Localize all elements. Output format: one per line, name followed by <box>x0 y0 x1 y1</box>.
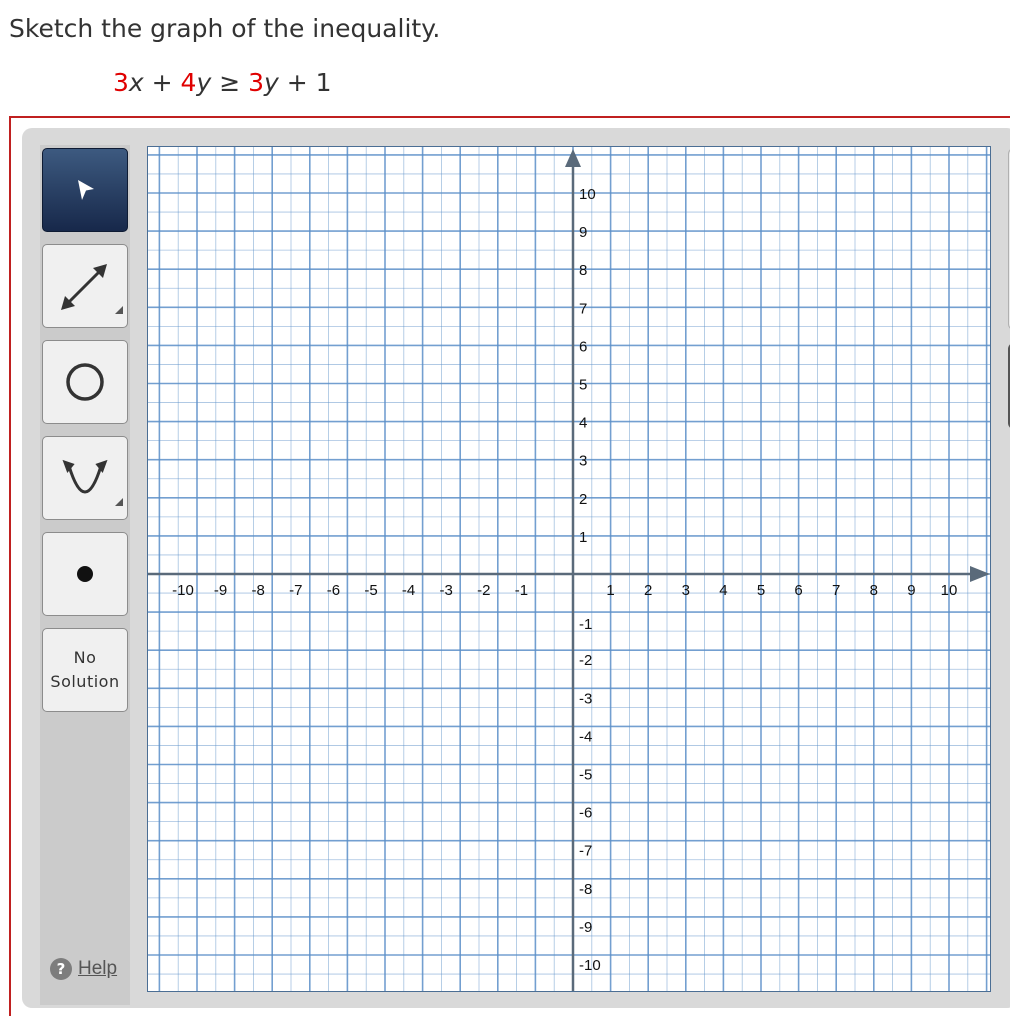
x-tick-label: -7 <box>289 582 303 599</box>
x-tick-label: -4 <box>401 582 416 599</box>
point-tool-button[interactable] <box>42 532 128 616</box>
y-tick-label: -6 <box>579 804 593 822</box>
circle-tool-icon <box>55 352 115 412</box>
help-question-icon: ? <box>50 958 72 980</box>
x-tick-label: -9 <box>213 582 228 599</box>
x-tick-label: -8 <box>251 582 265 599</box>
y-tick-label: 2 <box>579 490 588 508</box>
y-tick-label: -9 <box>579 918 593 936</box>
x-tick-label: -2 <box>477 582 491 599</box>
x-tick-label: 6 <box>794 582 803 599</box>
y-tick-label: 4 <box>579 414 588 432</box>
y-tick-label: 6 <box>579 338 588 356</box>
y-tick-label: 9 <box>579 224 588 242</box>
x-tick-label: -10 <box>172 582 194 599</box>
x-tick-label: 9 <box>907 582 916 599</box>
parabola-tool-icon <box>43 436 127 520</box>
y-tick-label: 5 <box>579 376 588 394</box>
y-tick-label: 10 <box>579 186 596 203</box>
y-tick-label: 7 <box>579 300 588 318</box>
y-tick-label: -1 <box>579 616 593 634</box>
line-tool-button[interactable] <box>42 244 128 328</box>
x-tick-label: 1 <box>606 582 615 599</box>
no-solution-button[interactable] <box>42 628 128 712</box>
no-solution-label-line1: No <box>73 648 97 667</box>
y-tick-label: -7 <box>579 842 593 860</box>
x-tick-label: -6 <box>326 582 341 599</box>
x-tick-label: -1 <box>514 582 529 599</box>
help-link[interactable] <box>50 958 117 980</box>
help-label: Help <box>78 958 118 979</box>
coordinate-graph[interactable] <box>147 146 991 992</box>
y-tick-label: -2 <box>579 652 593 670</box>
y-tick-label: -8 <box>579 880 593 898</box>
x-tick-label: 10 <box>940 582 958 599</box>
circle-tool-button[interactable] <box>42 340 128 424</box>
pointer-tool-button[interactable] <box>42 148 128 232</box>
x-tick-label: 3 <box>681 582 690 599</box>
line-tool-icon <box>43 244 127 328</box>
point-tool-icon <box>70 559 100 589</box>
pointer-arrow-icon <box>70 175 100 205</box>
x-tick-label: 5 <box>756 582 766 599</box>
x-tick-label: 4 <box>719 582 728 599</box>
y-tick-label: -3 <box>579 690 593 708</box>
no-solution-label-line2: Solution <box>50 672 120 691</box>
y-tick-label: -10 <box>579 957 601 974</box>
y-tick-label: 1 <box>579 528 588 546</box>
x-tick-label: 7 <box>832 582 841 599</box>
x-tick-label: 2 <box>644 582 653 599</box>
y-axis-arrow-icon <box>565 149 581 167</box>
question-prompt: Sketch the graph of the inequality. <box>9 14 441 43</box>
x-tick-label: -3 <box>439 582 453 599</box>
x-tick-label: 8 <box>869 582 878 599</box>
y-tick-label: 3 <box>579 452 588 470</box>
x-tick-label: -5 <box>364 582 378 599</box>
parabola-tool-button[interactable] <box>42 436 128 520</box>
inequality-equation: 3x + 4y ≥ 3y + 1 <box>113 68 332 97</box>
graph-canvas[interactable] <box>148 147 990 991</box>
y-tick-label: -5 <box>579 766 593 784</box>
y-tick-label: 8 <box>579 262 588 280</box>
y-tick-label: -4 <box>579 728 593 746</box>
